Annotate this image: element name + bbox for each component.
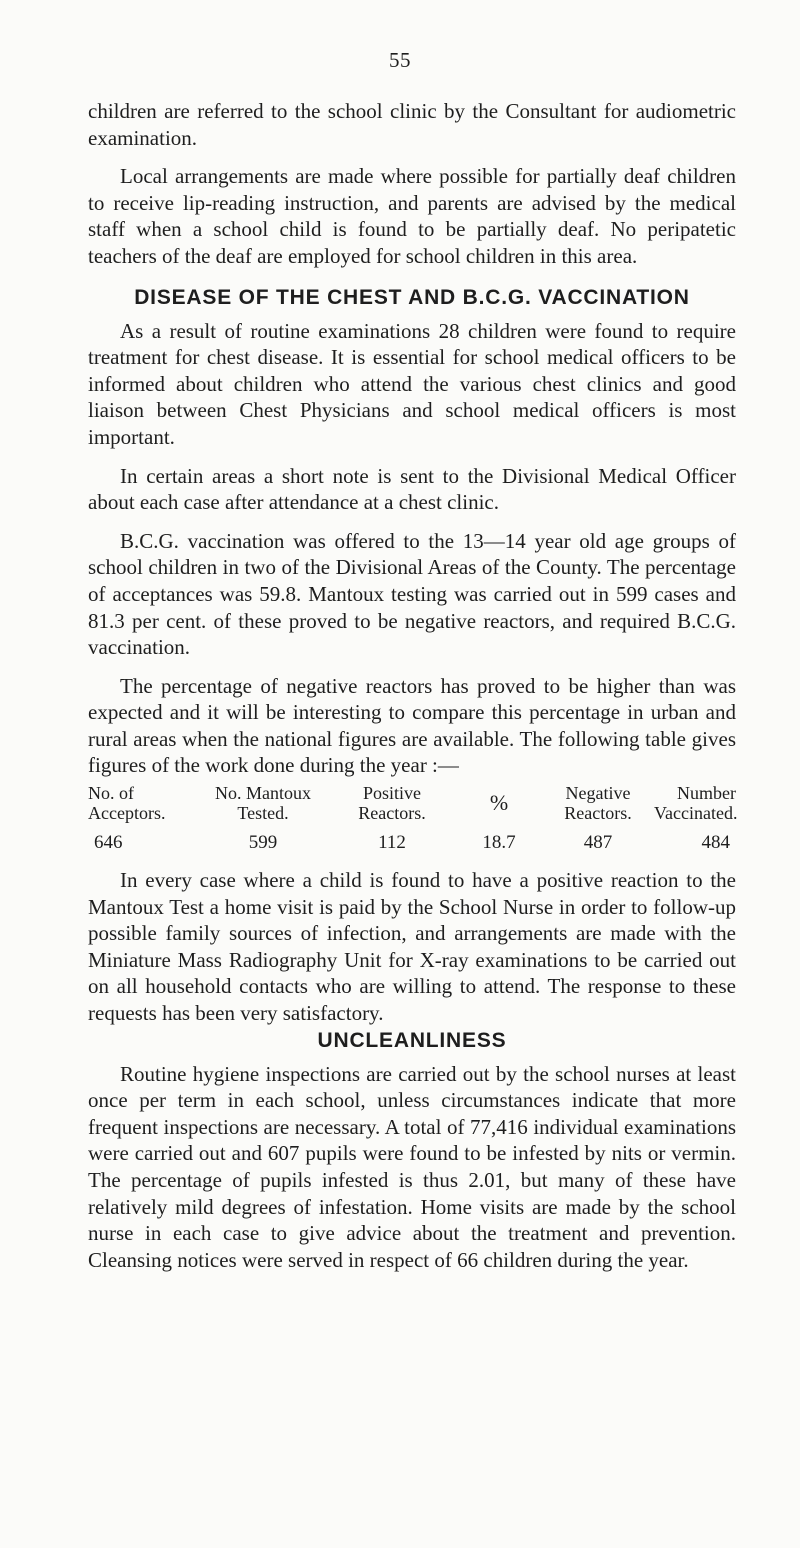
- table-header: Positive Reactors.: [358, 783, 426, 824]
- table-header: No. of Acceptors.: [88, 783, 166, 824]
- paragraph: Local arrangements are made where possible for partially deaf children to receive lip-reading instruction, and parents are advised by the medical staff when a school child is found to be partially deaf. No peripatetic teachers of the deaf are employed for school children in this area.: [88, 164, 736, 268]
- table-header: %: [489, 790, 509, 816]
- page-number: 55: [389, 48, 411, 72]
- table-header: Negative Reactors.: [564, 783, 632, 824]
- section-heading-uncleanliness: UNCLEANLINESS: [317, 1028, 507, 1052]
- table-cell: 599: [248, 832, 278, 854]
- paragraph: In certain areas a short note is sent to the Divisional Medical Officer about each case after attendance at a chest clinic.: [88, 463, 736, 515]
- paragraph: B.C.G. vaccination was offered to the 13—14 year old age groups of school children in two of the Divisional Areas of the County. The percentage of acceptances was 59.8. Mantoux testing was carried out in 599 cases and 81.3 per cent. of these proved to be negative reactors, and required B.C.G. vaccination.: [88, 528, 736, 660]
- table-cell: 112: [378, 832, 406, 854]
- table-cell: 487: [583, 832, 613, 854]
- table-cell: 646: [94, 832, 123, 854]
- table-cell: 18.7: [482, 832, 516, 854]
- paragraph: The percentage of negative reactors has proved to be higher than was expected and it will be interesting to compare this percentage in urban and rural areas when the national figures are available. The following table gives figures of the work done during the year :—: [88, 673, 736, 778]
- paragraph: Routine hygiene inspections are carried out by the school nurses at least once per term in each school, unless circumstances indicate that more frequent inspections are necessary. A total of 77,416 individual examinations were carried out and 607 pupils were found to be infested by nits or vermin. The percentage of pupils infested is thus 2.01, but many of these have relatively mild degrees of infestation. Home visits are made by the school nurse in each case to give advice about the treatment and prevention. Cleansing notices were served in respect of 66 children during the year.: [88, 1061, 736, 1272]
- body-text: [88, 98, 736, 1285]
- table-header: No. Mantoux Tested.: [215, 783, 311, 824]
- table-header: Number Vaccinated.: [654, 783, 738, 824]
- paragraph: As a result of routine examinations 28 children were found to require treatment for chest disease. It is essential for school medical officers to be informed about children who attend the various chest clinics and good liaison between Chest Physicians and school medical officers is most important.: [88, 318, 736, 449]
- paragraph: children are referred to the school clinic by the Consultant for audiometric examination.: [88, 99, 736, 150]
- section-heading-chest: DISEASE OF THE CHEST AND B.C.G. VACCINATION: [134, 285, 690, 309]
- paragraph: In every case where a child is found to have a positive reaction to the Mantoux Test a home visit is paid by the School Nurse in order to follow-up possible family sources of infection, and arrangements are made with the Miniature Mass Radiography Unit for X-ray examinations to be carried out on all household contacts who are willing to attend. The response to these requests has been very satisfactory.: [88, 868, 736, 1026]
- table-cell: 484: [701, 832, 730, 854]
- bcg-figures-table: [88, 783, 736, 853]
